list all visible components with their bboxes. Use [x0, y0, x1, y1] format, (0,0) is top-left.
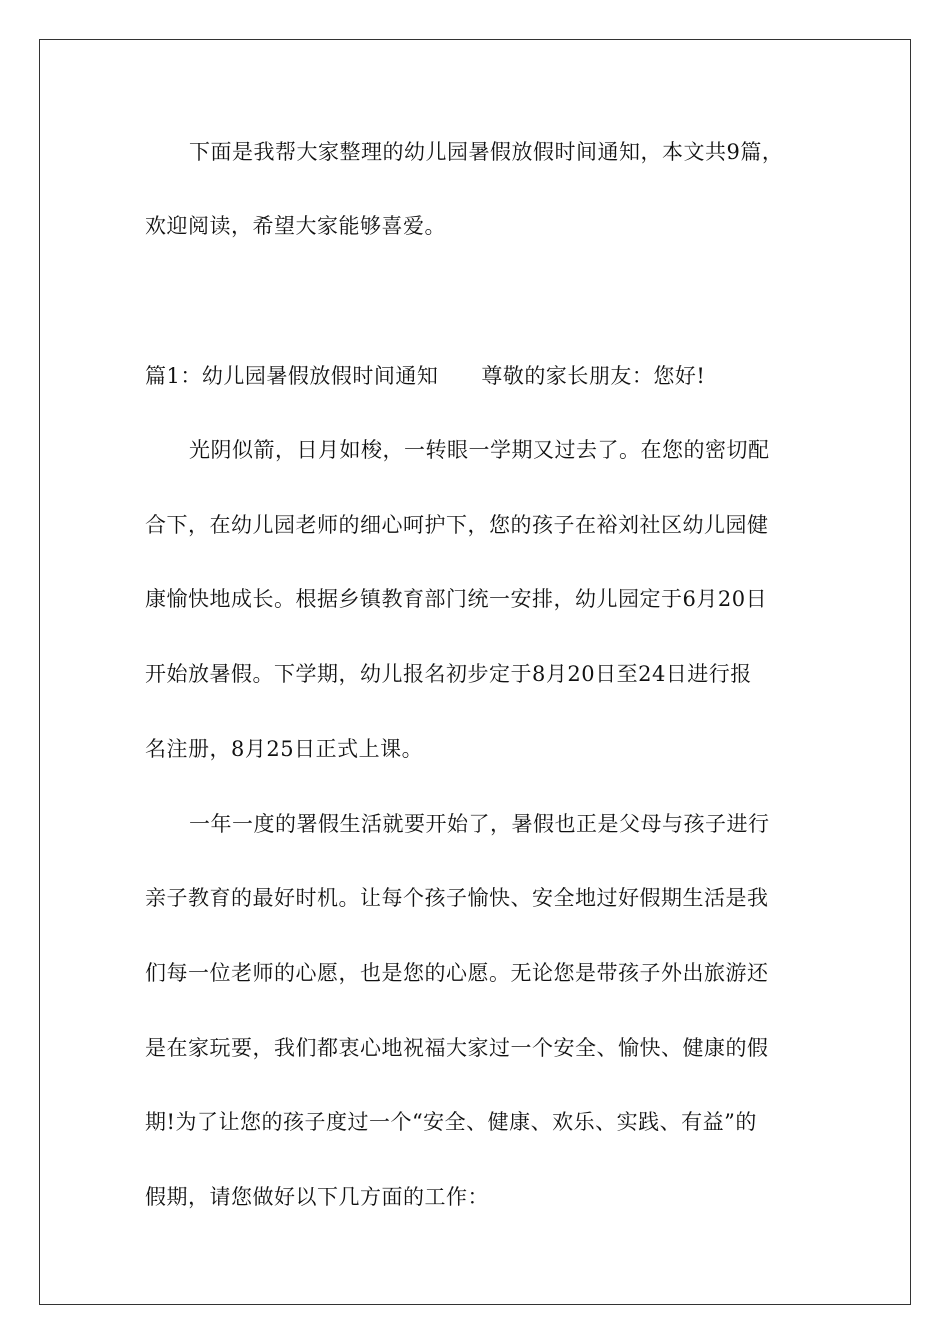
paragraph-2-line-5: 期!为了让您的孩子度过一个“安全、健康、欢乐、实践、有益”的	[145, 1110, 757, 1134]
paragraph-1-line-1: 光阴似箭，日月如梭，一转眼一学期又过去了。在您的密切配	[189, 438, 770, 462]
paragraph-2-line-3: 们每一位老师的心愿，也是您的心愿。无论您是带孩子外出旅游还	[145, 961, 769, 985]
paragraph-2-line-6: 假期，请您做好以下几方面的工作：	[145, 1185, 489, 1209]
section-heading: 篇1：幼儿园暑假放假时间通知 尊敬的家长朋友：您好!	[145, 364, 706, 388]
intro-line-1: 下面是我帮大家整理的幼儿园暑假放假时间通知，本文共9篇，	[189, 140, 784, 164]
paragraph-2-line-2: 亲子教育的最好时机。让每个孩子愉快、安全地过好假期生活是我	[145, 886, 769, 910]
paragraph-1-line-2: 合下，在幼儿园老师的细心呵护下，您的孩子在裕刘社区幼儿园健	[145, 513, 769, 537]
paragraph-2-line-1: 一年一度的署假生活就要开始了，暑假也正是父母与孩子进行	[189, 812, 770, 836]
paragraph-1-line-5: 名注册，8月25日正式上课。	[145, 737, 424, 761]
paragraph-1-line-4: 开始放暑假。下学期，幼儿报名初步定于8月20日至24日进行报	[145, 662, 752, 686]
paragraph-1-line-3: 康愉快地成长。根据乡镇教育部门统一安排，幼儿园定于6月20日	[145, 587, 768, 611]
intro-line-2: 欢迎阅读，希望大家能够喜爱。	[145, 214, 446, 238]
paragraph-2-line-4: 是在家玩要，我们都衷心地祝福大家过一个安全、愉快、健康的假	[145, 1036, 769, 1060]
